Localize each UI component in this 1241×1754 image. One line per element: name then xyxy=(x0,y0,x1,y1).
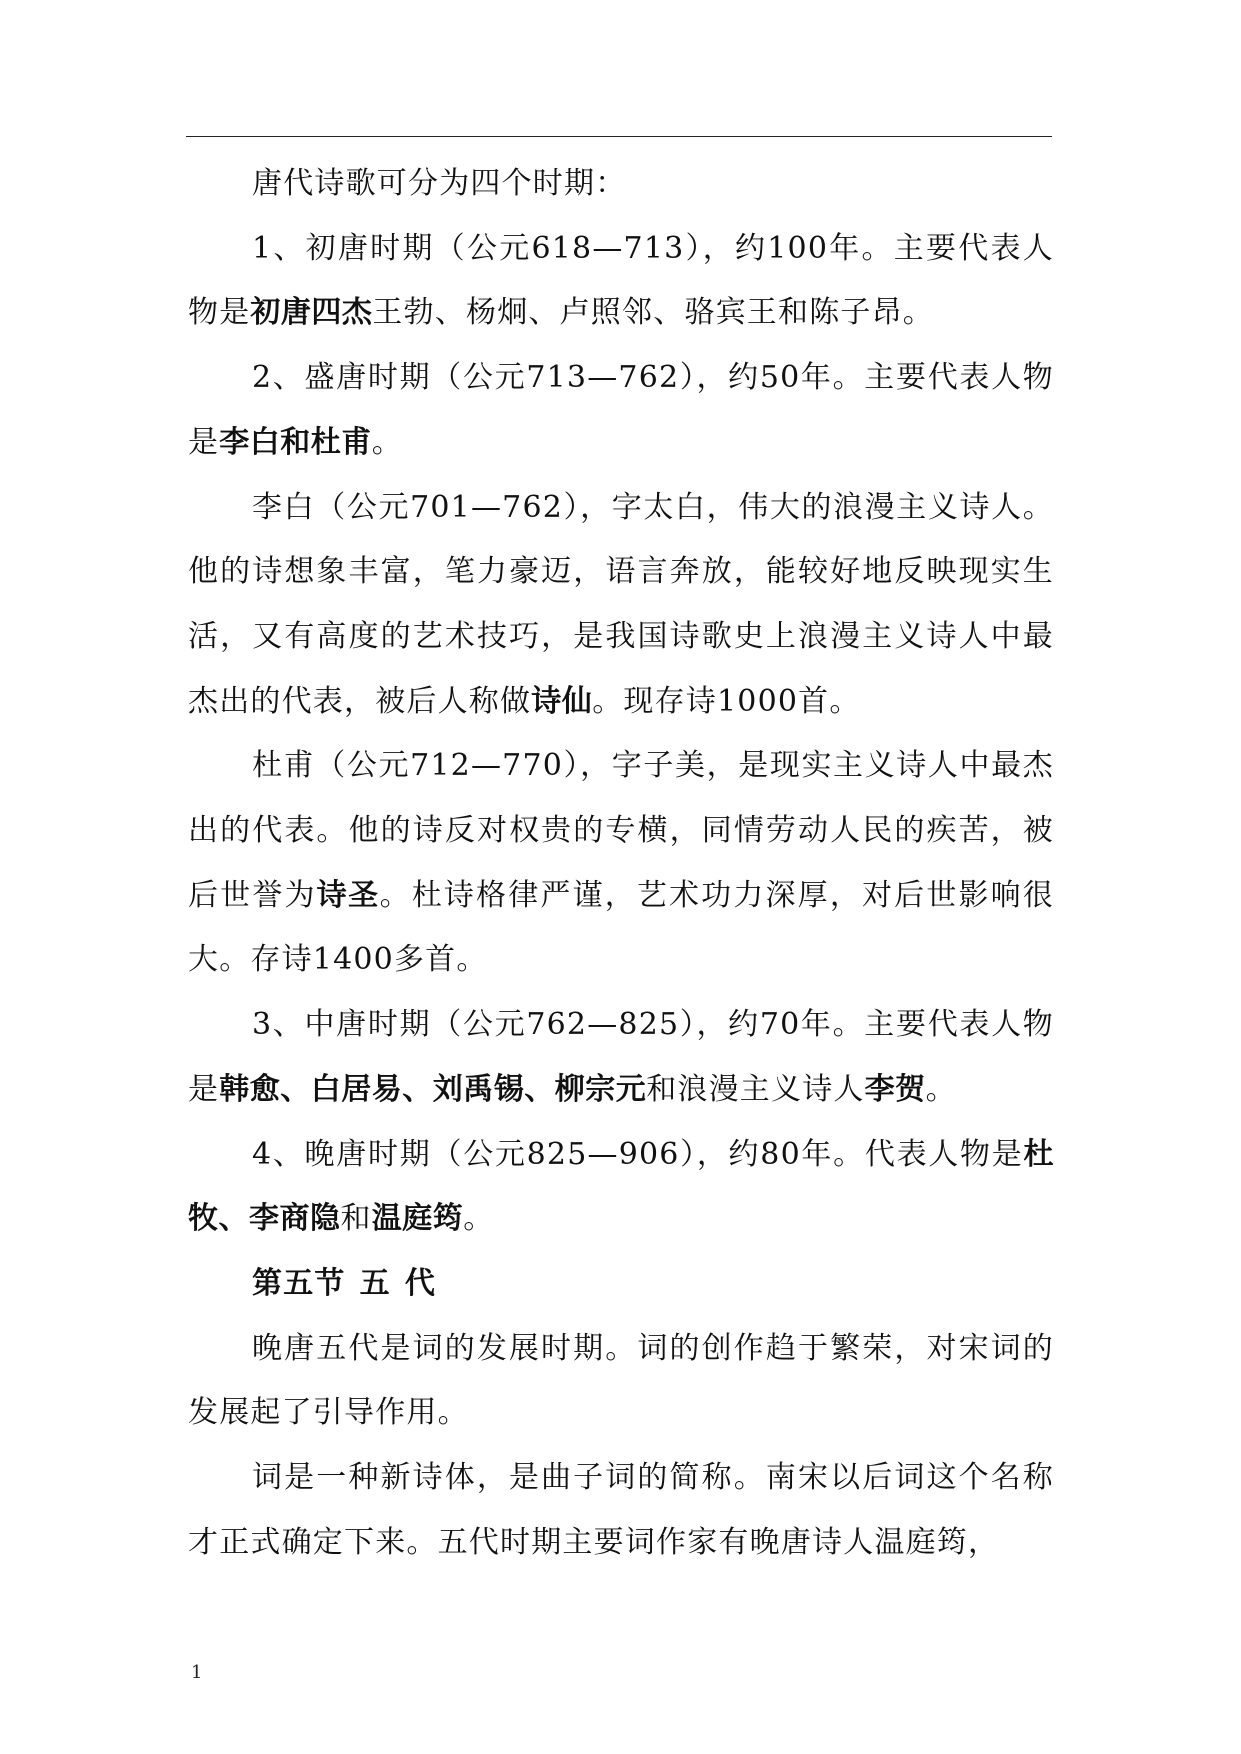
bold-term: 温庭筠 xyxy=(371,1201,464,1237)
paragraph-early-tang xyxy=(188,217,1054,346)
bold-term: 杜牧、李商隐 xyxy=(188,1136,1054,1237)
paragraph-mid-tang xyxy=(188,993,1054,1122)
bold-term: 诗仙 xyxy=(531,683,593,719)
paragraph-du-fu xyxy=(188,734,1054,993)
paragraph-high-tang xyxy=(188,346,1054,475)
heading-part: 代 xyxy=(404,1265,437,1301)
text-run: 1、初唐时期（公元618—713），约100年。主要代表人物是 xyxy=(188,230,1054,331)
text-run: 杜甫（公元712—770），字子美，是现实主义诗人中最杰出的代表。他的诗反对权贵的专横，同情劳动人民的疾苦，被后世誉为 xyxy=(188,748,1054,913)
header-rule xyxy=(186,136,1052,137)
paragraph-five-dynasties: 晚唐五代是词的发展时期。词的创作趋于繁荣，对宋词的发展起了引导作用。 xyxy=(188,1330,1054,1431)
text-run: 王勃、杨炯、卢照邻、骆宾王和陈子昂。 xyxy=(372,295,935,331)
heading-part: 第五节 xyxy=(252,1265,346,1301)
bold-term: 李白和杜甫 xyxy=(219,424,372,460)
text-run: 。 xyxy=(925,1071,957,1107)
text-run: 4、晚唐时期（公元825—906），约80年。代表人物是 xyxy=(252,1136,1024,1172)
text-run: 。 xyxy=(371,424,403,460)
section-heading xyxy=(188,1252,1054,1317)
paragraph-late-tang xyxy=(188,1123,1054,1252)
paragraph-intro: 唐代诗歌可分为四个时期： xyxy=(252,166,627,201)
text-run: 和浪漫主义诗人 xyxy=(646,1071,865,1107)
paragraph-ci-definition: 词是一种新诗体，是曲子词的简称。南宋以后词这个名称才正式确定下来。五代时期主要词作家有晚唐诗人温庭筠， xyxy=(188,1460,1054,1560)
text-run: 2、盛唐时期（公元713—762），约50年。主要代表人物是 xyxy=(188,360,1054,460)
bold-term: 诗圣 xyxy=(316,877,380,913)
page-body xyxy=(188,152,1054,1575)
page-number: 1 xyxy=(191,1662,203,1683)
text-run: 。杜诗格律严谨，艺术功力深厚，对后世影响很大。存诗1400多首。 xyxy=(188,877,1054,978)
bold-term: 初唐四杰 xyxy=(250,295,373,331)
heading-part: 五 xyxy=(359,1265,391,1301)
bold-term: 李贺 xyxy=(864,1071,926,1107)
text-run: 和 xyxy=(340,1201,372,1237)
text-run: 。 xyxy=(463,1201,495,1237)
text-run: 3、中唐时期（公元762—825），约70年。主要代表人物是 xyxy=(188,1007,1054,1107)
text-run: 。现存诗1000首。 xyxy=(592,683,861,719)
bold-term: 韩愈、白居易、刘禹锡、柳宗元 xyxy=(219,1071,647,1107)
text-run: 李白（公元701—762），字太白，伟大的浪漫主义诗人。他的诗想象丰富，笔力豪迈，语言奔放，能较好地反映现实生活，又有高度的艺术技巧，是我国诗歌史上浪漫主义诗人中最杰出的代表，被后人称做 xyxy=(188,489,1054,719)
paragraph-li-bai xyxy=(188,476,1054,735)
